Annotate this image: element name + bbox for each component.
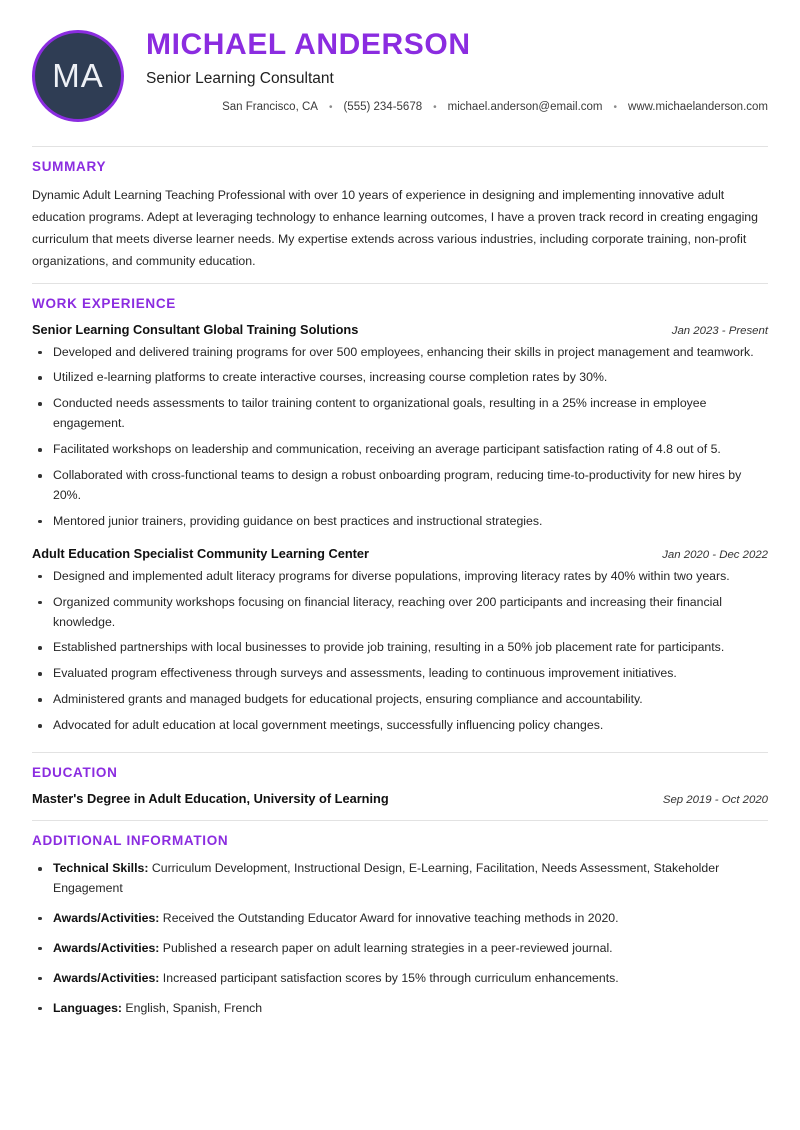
item-label: Awards/Activities: <box>53 970 160 985</box>
entry-header <box>32 791 768 806</box>
list-item: Established partnerships with local businesses to provide job training, resulting in a 50% job placement rate for participants. <box>32 638 768 658</box>
header-job-title: Senior Learning Consultant <box>146 70 334 87</box>
entry-title: Adult Education Specialist Community Learning Center <box>32 545 370 561</box>
section-work-experience <box>32 273 768 737</box>
resume-header <box>32 0 768 136</box>
list-item: Facilitated workshops on leadership and communication, receiving an average participant satisfaction rating of 4.8 out of 5. <box>32 440 768 460</box>
section-heading-work-experience: WORK EXPERIENCE <box>32 295 177 311</box>
contact-row <box>146 101 768 113</box>
contact-item: www.michaelanderson.com <box>628 101 768 113</box>
entry-date: Sep 2019 - Oct 2020 <box>662 794 768 807</box>
list-item <box>32 859 768 899</box>
section-summary <box>32 136 768 273</box>
section-heading-additional-information: ADDITIONAL INFORMATION <box>32 833 229 849</box>
contact-separator: • <box>328 101 333 113</box>
summary-text: Dynamic Adult Learning Teaching Professional with over 10 years of experience in designing and implementing innovative adult education programs. Adept at leveraging technology to enhance learning outcomes, I have a proven track record in creating engaging curriculum that meets diverse learner needs. My expertise extends across various industries, including corporate training, non-profit organizations, and community education. <box>32 188 758 268</box>
item-label: Awards/Activities: <box>53 940 160 955</box>
list-item: Advocated for adult education at local government meetings, successfully influencing policy changes. <box>32 716 768 736</box>
section-heading-summary: SUMMARY <box>32 159 107 174</box>
item-value: English, Spanish, French <box>122 1000 263 1015</box>
section-divider <box>32 820 768 821</box>
entry-bullet-list <box>32 567 768 736</box>
section-heading-education: EDUCATION <box>32 765 118 781</box>
section-divider <box>32 283 768 284</box>
experience-entry <box>32 546 768 736</box>
list-item <box>32 969 768 989</box>
item-label: Technical Skills: <box>53 861 149 876</box>
page-title: MICHAEL ANDERSON <box>146 28 471 61</box>
work-entry-list <box>32 322 768 737</box>
section-divider <box>32 146 768 147</box>
section-education <box>32 742 768 806</box>
contact-item: (555) 234-5678 <box>343 101 423 113</box>
entry-date: Jan 2020 - Dec 2022 <box>662 548 768 561</box>
experience-entry <box>32 791 768 806</box>
item-label: Awards/Activities: <box>53 910 160 925</box>
contact-separator: • <box>433 101 437 113</box>
entry-bullet-list <box>32 343 768 532</box>
avatar-initials: MA <box>52 57 104 94</box>
contact-separator: • <box>613 101 618 113</box>
item-value: Curriculum Development, Instructional Design, E-Learning, Facilitation, Needs Assessment, Stakeholder Engagement <box>53 861 720 895</box>
avatar <box>32 30 124 122</box>
section-divider <box>32 752 768 753</box>
list-item: Utilized e-learning platforms to create interactive courses, increasing course completion rates by 30%. <box>32 368 768 388</box>
list-item: Conducted needs assessments to tailor training content to organizational goals, resulting in a 25% increase in employee engagement. <box>32 394 768 434</box>
list-item: Organized community workshops focusing on financial literacy, reaching over 200 participants and increasing their financial knowledge. <box>32 593 768 633</box>
entry-title: Senior Learning Consultant Global Training Solutions <box>32 321 359 337</box>
list-item <box>32 909 768 929</box>
additional-information-list <box>32 859 768 1018</box>
education-entry-list <box>32 791 768 806</box>
list-item <box>32 999 768 1019</box>
contact-item: michael.anderson@email.com <box>447 101 603 113</box>
experience-entry <box>32 322 768 532</box>
list-item: Evaluated program effectiveness through surveys and assessments, leading to continuous improvement initiatives. <box>32 664 768 684</box>
item-value: Increased participant satisfaction scores by 15% through curriculum enhancements. <box>159 970 619 985</box>
list-item <box>32 939 768 959</box>
item-label: Languages: <box>53 1000 123 1015</box>
list-item: Mentored junior trainers, providing guidance on best practices and instructional strategies. <box>32 512 768 532</box>
contact-item: San Francisco, CA <box>222 101 318 113</box>
item-value: Published a research paper on adult learning strategies in a peer-reviewed journal. <box>159 940 613 955</box>
list-item: Collaborated with cross-functional teams to design a robust onboarding program, reducing time-to-productivity for new hires by 20%. <box>32 466 768 506</box>
section-additional-information <box>32 810 768 1018</box>
item-value: Received the Outstanding Educator Award for innovative teaching methods in 2020. <box>159 910 619 925</box>
entry-header <box>32 322 768 337</box>
list-item: Administered grants and managed budgets for educational projects, ensuring compliance and accountability. <box>32 690 768 710</box>
entry-header <box>32 546 768 561</box>
list-item: Developed and delivered training programs for over 500 employees, enhancing their skills in project management and teamwork. <box>32 343 768 363</box>
entry-date: Jan 2023 - Present <box>671 324 768 337</box>
entry-title: Master's Degree in Adult Education, University of Learning <box>32 791 389 807</box>
list-item: Designed and implemented adult literacy programs for diverse populations, improving literacy rates by 40% within two years. <box>32 567 768 587</box>
header-text-block <box>124 26 768 113</box>
